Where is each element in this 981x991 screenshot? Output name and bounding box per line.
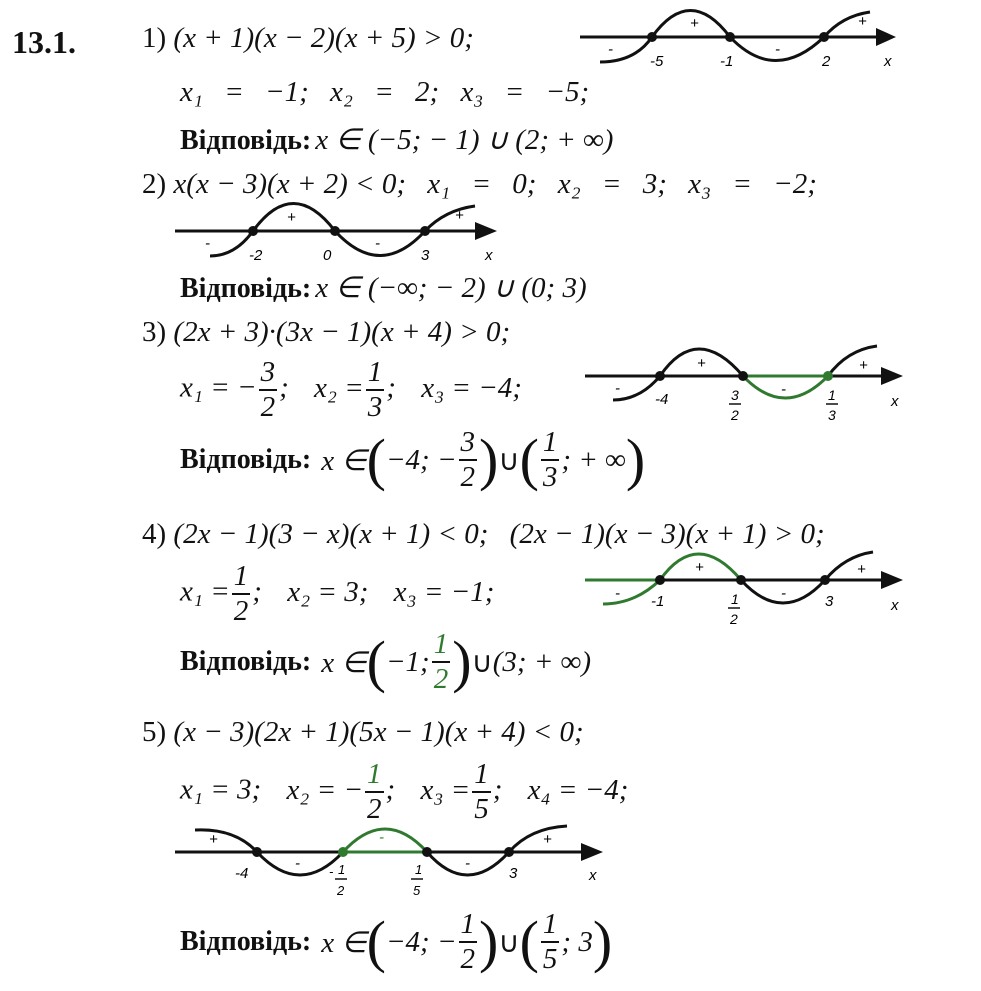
item-3-inequality: (2x + 3)·(3x − 1)(x + 4) > 0;	[173, 316, 511, 348]
fraction	[259, 358, 278, 422]
fraction	[365, 760, 384, 824]
open-paren: (	[366, 427, 386, 492]
tick-label: -5	[650, 53, 664, 70]
sign-label: -	[775, 41, 780, 58]
denominator: 2	[260, 391, 276, 423]
item-4-roots	[180, 562, 494, 626]
sign-label: +	[858, 13, 867, 30]
item-5-inequality: (x − 3)(2x + 1)(5x − 1)(x + 4) < 0;	[173, 716, 584, 748]
item-3-line	[142, 316, 510, 349]
item-5-roots	[180, 760, 628, 824]
close-paren: )	[479, 427, 499, 492]
sign-label: +	[695, 559, 704, 576]
item-2-number-line	[175, 198, 515, 268]
fraction	[541, 910, 560, 974]
item-1-inequality: (x + 1)(x − 2)(x + 5) > 0;	[173, 22, 474, 54]
answer-prefix: x ∈	[321, 444, 367, 477]
root-prefix: x₂ = −	[286, 773, 364, 806]
tick-label: -4	[655, 391, 669, 408]
root: x₁ = −1;	[180, 76, 309, 108]
sign-label: -	[205, 235, 210, 252]
item-4-index: 4)	[142, 518, 167, 550]
denominator: 2	[460, 943, 476, 975]
numerator: 1	[459, 910, 478, 943]
sign-label: +	[859, 357, 868, 374]
union-sign: ∪	[498, 926, 520, 959]
root: x₃ = −5;	[460, 76, 590, 108]
answer-part: (3; + ∞)	[492, 645, 591, 678]
denominator: 2	[433, 663, 449, 695]
numerator: 1	[541, 428, 560, 461]
root: x₄ = −4;	[527, 773, 629, 806]
answer-value: x ∈ (−∞; − 2) ∪ (0; 3)	[315, 272, 587, 304]
tick-label: -2	[249, 247, 263, 264]
item-1-roots	[180, 76, 589, 109]
tick-label: 3	[828, 407, 836, 423]
denominator: 3	[367, 391, 383, 423]
item-3-index: 3)	[142, 316, 167, 348]
numerator: 1	[432, 630, 451, 663]
answer-label: Відповідь:	[180, 444, 312, 475]
close-paren: )	[592, 909, 613, 974]
numerator: 3	[459, 428, 478, 461]
fraction	[432, 630, 451, 694]
tick-label: 1	[338, 862, 346, 877]
close-paren: )	[479, 909, 499, 974]
numerator: 1	[366, 358, 385, 391]
sign-label: -	[608, 41, 613, 58]
root: x₁ = 0;	[427, 168, 537, 200]
denominator: 2	[233, 595, 249, 627]
sign-label: -	[781, 381, 786, 398]
item-5-line	[142, 716, 584, 749]
item-2-answer	[180, 270, 587, 305]
numerator: 1	[472, 760, 491, 793]
union-sign: ∪	[498, 444, 520, 477]
answer-prefix: x ∈	[321, 646, 367, 679]
answer-part: ; 3	[561, 925, 593, 958]
item-2-inequality: x(x − 3)(x + 2) < 0;	[173, 168, 407, 200]
tick-label: 1	[415, 862, 423, 877]
denominator: 2	[367, 793, 382, 825]
tick-label: 3	[731, 387, 739, 403]
denominator: 5	[474, 793, 489, 825]
root-suffix: ;	[386, 371, 396, 404]
sign-label: -	[615, 380, 620, 397]
tick-label: -4	[235, 865, 249, 882]
numerator: 3	[259, 358, 278, 391]
tick-label: 1	[731, 591, 739, 607]
problem-number: 13.1.	[12, 24, 76, 60]
answer-value: x ∈ (−5; − 1) ∪ (2; + ∞)	[315, 124, 614, 156]
root: x₂ = 3;	[557, 168, 667, 200]
tick-label: 2	[731, 407, 739, 423]
item-4-inequality: (2x − 1)(3 − x)(x + 1) < 0;	[173, 518, 489, 550]
close-paren: )	[452, 629, 472, 694]
root: x₃ = −4;	[421, 371, 522, 404]
answer-label: Відповідь:	[180, 926, 312, 957]
tick-label: -	[329, 864, 334, 879]
item-3-answer	[180, 428, 645, 492]
item-2-index: 2)	[142, 168, 167, 200]
answer-label: Відповідь:	[180, 646, 312, 677]
item-5-index: 5)	[142, 716, 167, 748]
root-suffix: ;	[385, 773, 396, 806]
fraction	[541, 428, 560, 492]
root-prefix: x₂ =	[314, 371, 364, 404]
root: x₃ = −1;	[393, 575, 495, 608]
tick-label: 2	[730, 611, 738, 627]
root: x₂ = 2;	[330, 76, 440, 108]
tick-label: 3	[421, 247, 430, 264]
sign-label: -	[379, 829, 384, 846]
item-1-answer	[180, 122, 613, 157]
numerator: 1	[232, 562, 251, 595]
union-sign: ∪	[471, 646, 493, 679]
item-4-answer	[180, 630, 591, 694]
numerator: 1	[365, 760, 384, 793]
item-3-roots	[180, 358, 522, 422]
sign-label: +	[209, 831, 218, 848]
item-5-answer	[180, 910, 612, 974]
open-paren: (	[366, 909, 386, 974]
item-2-roots	[427, 168, 817, 200]
answer-part: −4; −	[385, 443, 457, 476]
open-paren: (	[519, 909, 539, 974]
sign-label: +	[287, 209, 296, 226]
sign-label: +	[857, 561, 866, 578]
fraction	[459, 910, 478, 974]
tick-label: 0	[323, 247, 332, 264]
fraction	[366, 358, 385, 422]
root-suffix: ;	[492, 773, 503, 806]
root: x₂ = 3;	[287, 575, 369, 608]
sign-label: -	[295, 855, 300, 872]
root-prefix: x₁ = −	[180, 371, 257, 404]
open-paren: (	[519, 427, 539, 492]
sign-label: -	[615, 585, 620, 602]
root-suffix: ;	[279, 371, 289, 404]
axis-label: x	[884, 53, 892, 70]
root-prefix: x₁ =	[180, 575, 230, 608]
root: x₁ = 3;	[180, 773, 262, 806]
sign-label: -	[375, 235, 380, 252]
fraction	[472, 760, 491, 824]
sign-label: +	[543, 831, 552, 848]
tick-label: 1	[828, 387, 836, 403]
item-4-number-line	[585, 542, 915, 634]
sign-label: +	[455, 207, 464, 224]
item-3-number-line	[585, 338, 915, 430]
item-4-equivalent: (2x − 1)(x − 3)(x + 1) > 0;	[509, 518, 825, 550]
root-suffix: ;	[252, 575, 262, 608]
sign-label: -	[465, 855, 470, 872]
tick-label: 3	[825, 593, 834, 610]
axis-label: x	[485, 247, 493, 264]
close-paren: )	[625, 427, 646, 492]
tick-label: -1	[651, 593, 665, 610]
fraction	[459, 428, 478, 492]
axis-label: x	[891, 597, 899, 614]
fraction	[232, 562, 251, 626]
tick-label: -1	[720, 53, 734, 70]
root-prefix: x₃ =	[420, 773, 471, 806]
denominator: 2	[460, 461, 476, 493]
axis-label: x	[891, 393, 899, 410]
tick-label: 2	[822, 53, 831, 70]
item-1-index: 1)	[142, 22, 167, 54]
item-1-line	[142, 22, 474, 55]
root: x₃ = −2;	[688, 168, 817, 200]
numerator: 1	[541, 910, 560, 943]
tick-label: 5	[413, 883, 421, 898]
answer-part: ; + ∞	[561, 443, 626, 476]
sign-label: +	[690, 15, 699, 32]
denominator: 5	[542, 943, 558, 975]
item-2-line	[142, 168, 817, 201]
answer-prefix: x ∈	[321, 926, 367, 959]
item-1-number-line	[580, 4, 910, 76]
denominator: 3	[542, 461, 558, 493]
answer-part: −4; −	[385, 925, 457, 958]
item-5-number-line	[175, 818, 615, 900]
tick-label: 2	[337, 883, 345, 898]
sign-label: +	[697, 355, 706, 372]
open-paren: (	[366, 629, 386, 694]
answer-label: Відповідь:	[180, 125, 312, 156]
axis-label: x	[589, 867, 597, 884]
sign-label: -	[781, 585, 786, 602]
answer-label: Відповідь:	[180, 273, 312, 304]
tick-label: 3	[509, 865, 518, 882]
answer-part: −1;	[385, 645, 430, 678]
